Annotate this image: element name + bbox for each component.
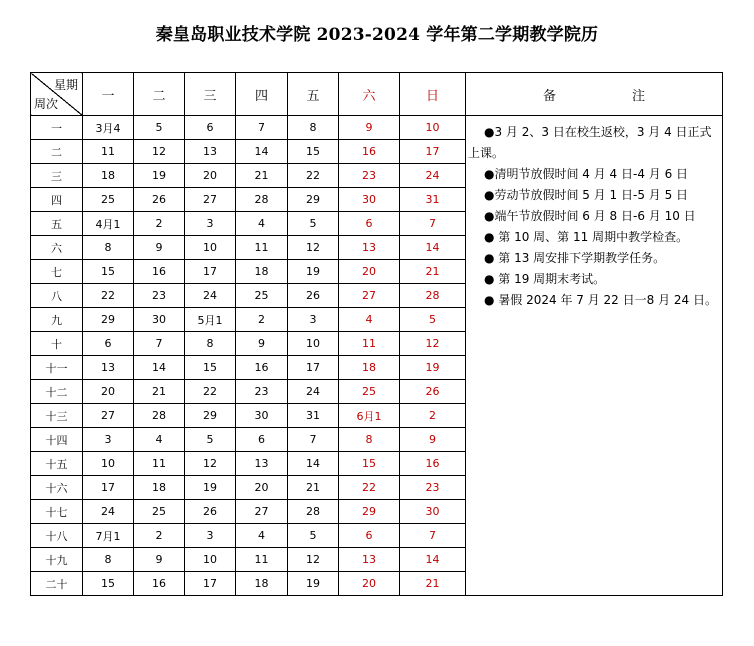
date-cell: 18 — [134, 476, 185, 500]
week-number-cell: 十六 — [31, 476, 83, 500]
date-cell: 17 — [288, 356, 339, 380]
date-cell: 13 — [83, 356, 134, 380]
note-item — [468, 227, 720, 248]
weekday-header-6: 六 — [339, 73, 400, 116]
note-item — [468, 269, 720, 290]
date-cell: 3月4 — [83, 116, 134, 140]
date-cell: 4 — [134, 428, 185, 452]
date-cell: 8 — [288, 116, 339, 140]
date-cell: 14 — [288, 452, 339, 476]
week-number-cell: 十三 — [31, 404, 83, 428]
date-cell: 3 — [83, 428, 134, 452]
note-text: ●3 月 2、3 日在校生返校，3 月 4 日正式 — [484, 125, 712, 139]
weekday-header-5: 五 — [288, 73, 339, 116]
date-cell: 13 — [236, 452, 288, 476]
academic-calendar-table — [30, 72, 723, 596]
note-item — [468, 164, 720, 185]
corner-header-cell — [31, 73, 83, 116]
date-cell: 11 — [134, 452, 185, 476]
date-cell: 9 — [134, 548, 185, 572]
date-cell: 11 — [236, 236, 288, 260]
date-cell: 7 — [400, 524, 466, 548]
date-cell: 24 — [185, 284, 236, 308]
week-number-cell: 十四 — [31, 428, 83, 452]
date-cell: 6 — [339, 212, 400, 236]
week-number-cell: 八 — [31, 284, 83, 308]
date-cell: 17 — [185, 572, 236, 596]
date-cell: 25 — [236, 284, 288, 308]
date-cell: 13 — [339, 236, 400, 260]
note-text: ● 暑假 2024 年 7 月 22 日一8 月 24 日。 — [484, 293, 717, 307]
date-cell: 25 — [83, 188, 134, 212]
date-cell: 19 — [288, 572, 339, 596]
date-cell: 6 — [185, 116, 236, 140]
week-row — [31, 116, 723, 140]
date-cell: 16 — [339, 140, 400, 164]
date-cell: 14 — [134, 356, 185, 380]
notes-header-left: 备 — [542, 88, 556, 104]
note-item — [468, 185, 720, 206]
date-cell: 18 — [236, 260, 288, 284]
weekday-header-3: 三 — [185, 73, 236, 116]
date-cell: 20 — [83, 380, 134, 404]
date-cell: 26 — [288, 284, 339, 308]
weekday-header-1: 一 — [83, 73, 134, 116]
header-row — [31, 73, 723, 116]
date-cell: 4 — [236, 212, 288, 236]
date-cell: 6 — [83, 332, 134, 356]
date-cell: 27 — [236, 500, 288, 524]
date-cell: 28 — [134, 404, 185, 428]
note-item — [468, 290, 720, 311]
date-cell: 29 — [288, 188, 339, 212]
notes-header-right: 注 — [632, 88, 646, 104]
date-cell: 7 — [400, 212, 466, 236]
note-item — [468, 248, 720, 269]
date-cell: 13 — [339, 548, 400, 572]
date-cell: 20 — [339, 260, 400, 284]
date-cell: 8 — [83, 236, 134, 260]
date-cell: 27 — [83, 404, 134, 428]
date-cell: 6 — [236, 428, 288, 452]
date-cell: 13 — [185, 140, 236, 164]
date-cell: 15 — [185, 356, 236, 380]
date-cell: 28 — [400, 284, 466, 308]
date-cell: 15 — [83, 260, 134, 284]
date-cell: 12 — [288, 548, 339, 572]
date-cell: 20 — [236, 476, 288, 500]
week-number-cell: 五 — [31, 212, 83, 236]
date-cell: 20 — [185, 164, 236, 188]
calendar-body — [31, 116, 723, 596]
date-cell: 6 — [339, 524, 400, 548]
date-cell: 19 — [185, 476, 236, 500]
note-text: ● 第 19 周期末考试。 — [484, 272, 606, 286]
date-cell: 12 — [288, 236, 339, 260]
date-cell: 28 — [288, 500, 339, 524]
date-cell: 11 — [339, 332, 400, 356]
date-cell: 25 — [134, 500, 185, 524]
date-cell: 21 — [236, 164, 288, 188]
date-cell: 21 — [400, 260, 466, 284]
date-cell: 9 — [134, 236, 185, 260]
date-cell: 12 — [134, 140, 185, 164]
date-cell: 23 — [134, 284, 185, 308]
date-cell: 16 — [134, 260, 185, 284]
date-cell: 2 — [236, 308, 288, 332]
date-cell: 8 — [83, 548, 134, 572]
date-cell: 14 — [400, 236, 466, 260]
date-cell: 4 — [339, 308, 400, 332]
date-cell: 31 — [400, 188, 466, 212]
date-cell: 26 — [400, 380, 466, 404]
week-number-cell: 九 — [31, 308, 83, 332]
date-cell: 24 — [288, 380, 339, 404]
date-cell: 7 — [134, 332, 185, 356]
date-cell: 5 — [288, 524, 339, 548]
week-number-cell: 一 — [31, 116, 83, 140]
date-cell: 18 — [236, 572, 288, 596]
page-title: 秦皇岛职业技术学院 2023-2024 学年第二学期教学院历 — [155, 25, 599, 45]
weekday-header-2: 二 — [134, 73, 185, 116]
week-number-cell: 七 — [31, 260, 83, 284]
date-cell: 20 — [339, 572, 400, 596]
date-cell: 2 — [134, 524, 185, 548]
date-cell: 3 — [185, 212, 236, 236]
week-number-cell: 十七 — [31, 500, 83, 524]
week-number-cell: 十八 — [31, 524, 83, 548]
date-cell: 12 — [185, 452, 236, 476]
date-cell: 19 — [134, 164, 185, 188]
date-cell: 30 — [236, 404, 288, 428]
date-cell: 15 — [288, 140, 339, 164]
date-cell: 21 — [288, 476, 339, 500]
week-number-cell: 十九 — [31, 548, 83, 572]
date-cell: 8 — [339, 428, 400, 452]
date-cell: 12 — [400, 332, 466, 356]
date-cell: 23 — [400, 476, 466, 500]
note-item — [468, 206, 720, 227]
date-cell: 11 — [236, 548, 288, 572]
date-cell: 22 — [185, 380, 236, 404]
date-cell: 5 — [288, 212, 339, 236]
date-cell: 31 — [288, 404, 339, 428]
week-number-cell: 六 — [31, 236, 83, 260]
note-item — [468, 122, 720, 164]
date-cell: 4 — [236, 524, 288, 548]
date-cell: 3 — [185, 524, 236, 548]
date-cell: 15 — [339, 452, 400, 476]
date-cell: 17 — [83, 476, 134, 500]
date-cell: 30 — [339, 188, 400, 212]
date-cell: 19 — [288, 260, 339, 284]
date-cell: 11 — [83, 140, 134, 164]
note-text: ● 第 10 周、第 11 周期中教学检查。 — [484, 230, 689, 244]
weekday-header-4: 四 — [236, 73, 288, 116]
date-cell: 30 — [400, 500, 466, 524]
date-cell: 24 — [83, 500, 134, 524]
notes-header — [466, 73, 723, 116]
week-number-cell: 四 — [31, 188, 83, 212]
date-cell: 8 — [185, 332, 236, 356]
date-cell: 21 — [134, 380, 185, 404]
date-cell: 2 — [400, 404, 466, 428]
date-cell: 5 — [185, 428, 236, 452]
date-cell: 26 — [185, 500, 236, 524]
date-cell: 18 — [339, 356, 400, 380]
note-text: ●清明节放假时间 4 月 4 日-4 月 6 日 — [484, 167, 689, 181]
week-number-cell: 二 — [31, 140, 83, 164]
date-cell: 29 — [185, 404, 236, 428]
date-cell: 14 — [400, 548, 466, 572]
week-corner-label: 周次 — [34, 97, 59, 111]
notes-cell — [466, 116, 723, 596]
date-cell: 28 — [236, 188, 288, 212]
week-number-cell: 十一 — [31, 356, 83, 380]
weekday-corner-label: 星期 — [53, 78, 78, 92]
date-cell: 5 — [400, 308, 466, 332]
date-cell: 22 — [83, 284, 134, 308]
date-cell: 10 — [400, 116, 466, 140]
date-cell: 9 — [236, 332, 288, 356]
date-cell: 22 — [288, 164, 339, 188]
date-cell: 27 — [185, 188, 236, 212]
date-cell: 4月1 — [83, 212, 134, 236]
note-text: ●劳动节放假时间 5 月 1 日-5 月 5 日 — [484, 188, 689, 202]
date-cell: 16 — [400, 452, 466, 476]
date-cell: 9 — [400, 428, 466, 452]
date-cell: 25 — [339, 380, 400, 404]
date-cell: 10 — [83, 452, 134, 476]
note-text: ● 第 13 周安排下学期教学任务。 — [484, 251, 666, 265]
date-cell: 22 — [339, 476, 400, 500]
date-cell: 29 — [339, 500, 400, 524]
date-cell: 18 — [83, 164, 134, 188]
date-cell: 7月1 — [83, 524, 134, 548]
date-cell: 17 — [400, 140, 466, 164]
weekday-header-7: 日 — [400, 73, 466, 116]
date-cell: 19 — [400, 356, 466, 380]
date-cell: 24 — [400, 164, 466, 188]
date-cell: 17 — [185, 260, 236, 284]
date-cell: 23 — [339, 164, 400, 188]
week-number-cell: 三 — [31, 164, 83, 188]
date-cell: 14 — [236, 140, 288, 164]
date-cell: 10 — [288, 332, 339, 356]
date-cell: 2 — [134, 212, 185, 236]
date-cell: 21 — [400, 572, 466, 596]
date-cell: 30 — [134, 308, 185, 332]
date-cell: 23 — [236, 380, 288, 404]
date-cell: 15 — [83, 572, 134, 596]
date-cell: 9 — [339, 116, 400, 140]
date-cell: 10 — [185, 548, 236, 572]
date-cell: 5月1 — [185, 308, 236, 332]
date-cell: 16 — [236, 356, 288, 380]
date-cell: 27 — [339, 284, 400, 308]
date-cell: 3 — [288, 308, 339, 332]
week-number-cell: 二十 — [31, 572, 83, 596]
date-cell: 7 — [236, 116, 288, 140]
week-number-cell: 十二 — [31, 380, 83, 404]
date-cell: 10 — [185, 236, 236, 260]
date-cell: 7 — [288, 428, 339, 452]
date-cell: 26 — [134, 188, 185, 212]
date-cell: 29 — [83, 308, 134, 332]
week-number-cell: 十五 — [31, 452, 83, 476]
date-cell: 5 — [134, 116, 185, 140]
date-cell: 6月1 — [339, 404, 400, 428]
week-number-cell: 十 — [31, 332, 83, 356]
note-text: ●端午节放假时间 6 月 8 日-6 月 10 日 — [484, 209, 696, 223]
date-cell: 16 — [134, 572, 185, 596]
note-text-continuation: 上课。 — [468, 146, 505, 160]
